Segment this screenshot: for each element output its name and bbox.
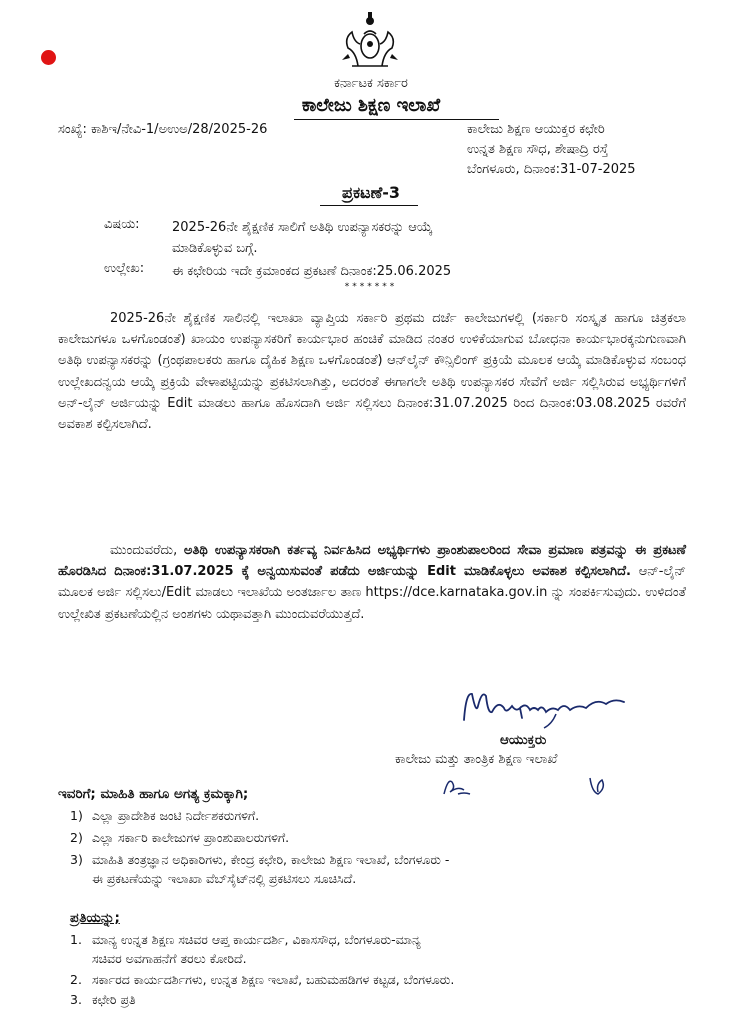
copy-text: ಮಾನ್ಯ ಉನ್ನತ ಶಿಕ್ಷಣ ಸಚಿವರ ಆಪ್ತ ಕಾರ್ಯದರ್ಶಿ, ವಿಕಾಸಸೌಧ, ಬೆಂಗಳೂರು-ಮಾನ್ಯ bbox=[92, 932, 421, 947]
commissioner-signature bbox=[460, 684, 630, 732]
subject-line: 2025-26ನೇ ಶೈಕ್ಷಣಿಕ ಸಾಲಿಗೆ ಅತಿಥಿ ಉಪನ್ಯಾಸಕರನ್ನು ಆಯ್ಕೆ bbox=[172, 220, 433, 235]
title-underline bbox=[320, 205, 418, 206]
recipient-text-continued: ಈ ಪ್ರಕಟಣೆಯನ್ನು ಇಲಾಖಾ ವೆಬ್‌ಸೈಟ್‌ನಲ್ಲಿ ಪ್ರಕಟಿಸಲು ಸೂಚಿಸಿದೆ. bbox=[92, 871, 357, 886]
subject-label: ವಿಷಯ: bbox=[104, 217, 140, 232]
copy-number: 3. bbox=[70, 992, 82, 1007]
handwritten-initial-2 bbox=[584, 774, 614, 798]
office-address-line-1: ಕಾಲೇಜು ಶಿಕ್ಷಣ ಆಯುಕ್ತರ ಕಛೇರಿ bbox=[467, 122, 605, 137]
copies-heading: ಪ್ರತಿಯನ್ನು; bbox=[70, 910, 120, 926]
subject-line: ಮಾಡಿಕೊಳ್ಳುವ ಬಗ್ಗೆ. bbox=[172, 241, 258, 256]
body-paragraph-2 bbox=[58, 540, 686, 625]
recipient-text: ಎಲ್ಲಾ ಪ್ರಾದೇಶಿಕ ಜಂಟಿ ನಿರ್ದೇಶಕರುಗಳಿಗೆ. bbox=[92, 808, 260, 823]
copy-text: ಕಛೇರಿ ಪ್ರತಿ bbox=[92, 992, 136, 1007]
office-address-date: ಬೆಂಗಳೂರು, ದಿನಾಂಕ:31-07-2025 bbox=[467, 162, 636, 177]
copy-item bbox=[70, 992, 136, 1008]
copy-item bbox=[70, 932, 421, 948]
department-name: ಕಾಲೇಜು ಶಿಕ್ಷಣ ಇಲಾಖೆ bbox=[301, 95, 441, 116]
karnataka-emblem-icon bbox=[330, 8, 410, 72]
recipient-text: ಮಾಹಿತಿ ತಂತ್ರಜ್ಞಾನ ಅಧಿಕಾರಿಗಳು, ಕೇಂದ್ರ ಕಛೇರಿ, ಕಾಲೇಜು ಶಿಕ್ಷಣ ಇಲಾಖೆ, ಬೆಂಗಳೂರು - bbox=[92, 852, 450, 867]
recipient-number: 1) bbox=[70, 808, 83, 823]
recipient-item bbox=[70, 830, 289, 846]
recipient-item bbox=[70, 808, 259, 824]
separator-stars: ******* bbox=[344, 282, 398, 292]
copy-item bbox=[70, 972, 454, 988]
department-underline bbox=[294, 119, 499, 120]
paragraph-2-emphasis: ಅತಿಥಿ ಉಪನ್ಯಾಸಕರಾಗಿ ಕರ್ತವ್ಯ ನಿರ್ವಹಿಸಿದ ಅಭ್ಯರ್ಥಿಗಳು ಪ್ರಾಂಶುಪಾಲರಿಂದ ಸೇವಾ ಪ್ರಮಾಣ ಪತ್ರವನ್ನು ಈ ಪ್ರಕಟಣೆ ಹೊರಡಿಸಿದ ದಿನಾಂಕ:31.07.2025 ಕ್ಕೆ ಅನ್ವಯಿಸುವಂತೆ ಪಡೆದು ಅರ್ಜಿಯನ್ನು Edit ಮಾಡಿಕೊಳ್ಳಲು ಅವಕಾಶ ಕಲ್ಪಿಸಲಾಗಿದೆ. bbox=[58, 543, 687, 580]
reference-text: ಈ ಕಛೇರಿಯ ಇದೇ ಕ್ರಮಾಂಕದ ಪ್ರಕಟಣೆ ದಿನಾಂಕ:25.06.2025 bbox=[172, 264, 452, 279]
copy-text: ಸರ್ಕಾರದ ಕಾರ್ಯದರ್ಶಿಗಳು, ಉನ್ನತ ಶಿಕ್ಷಣ ಇಲಾಖೆ, ಬಹುಮಹಡಿಗಳ ಕಟ್ಟಡ, ಬೆಂಗಳೂರು. bbox=[92, 972, 455, 987]
reference-number: ಸಂಖ್ಯೆ: ಕಾಶಿಇ/ನೇವಿ-1/ಅಉಅ/28/2025-26 bbox=[58, 122, 268, 137]
notice-title: ಪ್ರಕಟಣೆ-3 bbox=[341, 183, 401, 202]
red-dot-mark bbox=[41, 50, 56, 65]
body-paragraph-1: 2025-26ನೇ ಶೈಕ್ಷಣಿಕ ಸಾಲಿನಲ್ಲಿ ಇಲಾಖಾ ವ್ಯಾಪ್ತಿಯ ಸರ್ಕಾರಿ ಪ್ರಥಮ ದರ್ಜೆ ಕಾಲೇಜುಗಳಲ್ಲಿ (ಸರ್ಕಾರಿ ಸಂಸ್ಕೃತ ಹಾಗೂ ಚಿತ್ರಕಲಾ ಕಾಲೇಜುಗಳೂ ಒಳಗೊಂಡಂತೆ) ಖಾಯಂ ಉಪನ್ಯಾಸಕರಿಗೆ ಕಾರ್ಯಭಾರ ಹಂಚಿಕೆ ಮಾಡಿದ ನಂತರ ಉಳಿಕೆಯಾಗುವ ಬೋಧನಾ ಕಾರ್ಯಭಾರಕ್ಕನುಗುಣವಾಗಿ ಅತಿಥಿ ಉಪನ್ಯಾಸಕರನ್ನು (ಗ್ರಂಥಪಾಲಕರು ಹಾಗೂ ದೈಹಿಕ ಶಿಕ್ಷಣ ಒಳಗೊಂಡಂತೆ) ಆನ್‌ಲೈನ್ ಕೌನ್ಸಿಲಿಂಗ್ ಪ್ರಕ್ರಿಯೆ ಮೂಲಕ ಆಯ್ಕೆ ಮಾಡಿಕೊಳ್ಳುವ ಸಂಬಂಧ ಉಲ್ಲೇಖದನ್ವಯ ಆಯ್ಕೆ ಪ್ರಕ್ರಿಯೆ ವೇಳಾಪಟ್ಟಿಯನ್ನು ಪ್ರಕಟಿಸಲಾಗಿತ್ತು, ಅದರಂತೆ ಈಗಾಗಲೇ ಅತಿಥಿ ಉಪನ್ಯಾಸಕರ ಸೇವೆಗೆ ಅರ್ಜಿ ಸಲ್ಲಿಸಿರುವ ಅಭ್ಯರ್ಥಿಗಳಿಗೆ ಅನ್-ಲೈನ್ ಅರ್ಜಿಯನ್ನು Edit ಮಾಡಲು ಹಾಗೂ ಹೊಸದಾಗಿ ಅರ್ಜಿ ಸಲ್ಲಿಸಲು ದಿನಾಂಕ:31.07.2025 ರಿಂದ ದಿನಾಂಕ:03.08.2025 ರವರೆಗೆ ಅವಕಾಶ ಕಲ್ಪಿಸಲಾಗಿದೆ. bbox=[58, 311, 686, 433]
subject-text bbox=[172, 217, 602, 259]
handwritten-initial-1 bbox=[438, 774, 478, 798]
signatory-department: ಕಾಲೇಜು ಮತ್ತು ತಾಂತ್ರಿಕ ಶಿಕ್ಷಣ ಇಲಾಖೆ bbox=[395, 752, 558, 767]
copy-text-continued: ಸಚಿವರ ಅವಗಾಹನೆಗೆ ತರಲು ಕೋರಿದೆ. bbox=[92, 951, 247, 966]
paragraph-2-lead: ಮುಂದುವರೆದು, bbox=[110, 543, 184, 558]
recipient-text: ಎಲ್ಲಾ ಸರ್ಕಾರಿ ಕಾಲೇಜುಗಳ ಪ್ರಾಂಶುಪಾಲರುಗಳಿಗೆ. bbox=[92, 830, 290, 845]
government-name: ಕರ್ನಾಟಕ ಸರ್ಕಾರ bbox=[334, 76, 408, 91]
recipients-heading: ಇವರಿಗೆ; ಮಾಹಿತಿ ಹಾಗೂ ಅಗತ್ಯ ಕ್ರಮಕ್ಕಾಗಿ; bbox=[58, 786, 249, 802]
copy-number: 1. bbox=[70, 932, 82, 947]
recipient-item bbox=[70, 852, 449, 868]
reference-label: ಉಲ್ಲೇಖ: bbox=[104, 261, 145, 276]
copy-number: 2. bbox=[70, 972, 82, 987]
recipient-number: 3) bbox=[70, 852, 83, 867]
recipient-number: 2) bbox=[70, 830, 83, 845]
signatory-title: ಆಯುಕ್ತರು bbox=[500, 732, 547, 748]
office-address-line-2: ಉನ್ನತ ಶಿಕ್ಷಣ ಸೌಧ, ಶೇಷಾದ್ರಿ ರಸ್ತೆ bbox=[467, 142, 609, 157]
paragraph-2-rest: ಆನ್-ಲೈನ್ ಮೂಲಕ ಅರ್ಜಿ ಸಲ್ಲಿಸಲು/Edit ಮಾಡಲು ಇಲಾಖೆಯ ಅಂತರ್ಜಾಲ ತಾಣ https://dce.karnataka.gov.in ನ್ನು ಸಂಪರ್ಕಿಸುವುದು. ಉಳಿದಂತೆ ಉಲ್ಲೇಖಿತ ಪ್ರಕಟಣೆಯಲ್ಲಿನ ಅಂಶಗಳು ಯಥಾವತ್ತಾಗಿ ಮುಂದುವರೆಯುತ್ತದೆ. bbox=[58, 564, 686, 622]
